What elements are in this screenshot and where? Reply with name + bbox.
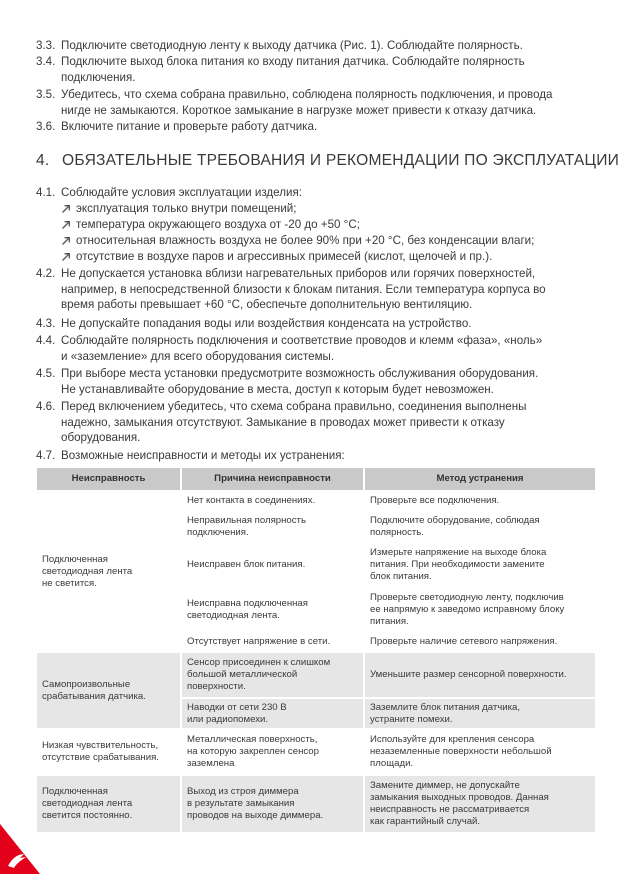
arrow-bullet-icon xyxy=(62,237,70,245)
fix-cell: Замените диммер, не допускайте замыкания выходных проводов. Данная неисправность не рассматривается как гарантийный случай. xyxy=(364,775,596,833)
item-text: Включите питание и проверьте работу датчика. xyxy=(61,120,318,133)
cause-cell: Наводки от сети 230 В или радиопомехи. xyxy=(181,698,364,729)
item-4-4 xyxy=(36,333,596,365)
fix-cell: Измерьте напряжение на выходе блока питания. При необходимости замените блок питания. xyxy=(364,542,596,587)
cause-cell: Неисправна подключенная светодиодная лента. xyxy=(181,587,364,632)
item-text: Убедитесь, что схема собрана правильно, соблюдена полярность подключения, и провода нигде не замыкаются. Короткое замыкание в нагрузке может привести к отказу датчика. xyxy=(61,88,553,117)
fault-cell: Подключенная светодиодная лента светится постоянно. xyxy=(36,775,181,833)
item-number: 3.6. xyxy=(36,120,56,133)
item-number: 4.5. xyxy=(36,367,56,380)
item-number: 3.4. xyxy=(36,55,56,68)
faults-table xyxy=(35,466,597,834)
fault-cell: Самопроизвольные срабатывания датчика. xyxy=(36,652,181,729)
item-text: Соблюдайте полярность подключения и соответствие проводов и клемм «фаза», «ноль» и «заземление» для всего оборудования системы. xyxy=(61,334,543,363)
bullet-text: относительная влажность воздуха не более 90% при +20 °С, без конденсации влаги; xyxy=(76,234,535,247)
item-number: 3.3. xyxy=(36,39,56,52)
item-text: Не допускается установка вблизи нагревательных приборов или горячих поверхностей, например, в непосредственной близости к блокам питания. Если температура корпуса во время работы превышает +60 °С, обеспечьте дополнительную вентиляцию. xyxy=(61,267,546,311)
item-text: Перед включением убедитесь, что схема собрана правильно, соединения выполнены надежно, замыкания отсутствуют. Замыкание в проводах может привести к отказу оборудования. xyxy=(61,400,527,444)
item-text: Не допускайте попадания воды или воздействия конденсата на устройство. xyxy=(61,317,472,330)
item-text: Возможные неисправности и методы их устранения: xyxy=(61,449,345,462)
column-header: Метод устранения xyxy=(364,467,596,491)
brand-logo-icon xyxy=(0,814,46,874)
fix-cell: Проверьте светодиодную ленту, подключив ее напрямую к заведомо исправному блоку питания. xyxy=(364,587,596,632)
item-4-2 xyxy=(36,266,596,314)
bullet-text: эксплуатация только внутри помещений; xyxy=(76,202,297,215)
column-header: Неисправность xyxy=(36,467,181,491)
item-number: 3.5. xyxy=(36,88,56,101)
column-header: Причина неисправности xyxy=(181,467,364,491)
item-number: 4.2. xyxy=(36,267,56,280)
table-row xyxy=(36,775,596,833)
item-4-7 xyxy=(36,448,596,464)
section-number: 4. xyxy=(36,152,50,169)
fix-cell: Подключите оборудование, соблюдая полярность. xyxy=(364,511,596,542)
cause-cell: Отсутствует напряжение в сети. xyxy=(181,632,364,652)
cause-cell: Металлическая поверхность, на которую закреплен сенсор заземлена xyxy=(181,729,364,775)
fault-cell: Низкая чувствительность, отсутствие срабатывания. xyxy=(36,729,181,775)
fix-cell: Проверьте наличие сетевого напряжения. xyxy=(364,632,596,652)
bullet-text: температура окружающего воздуха от -20 до +50 °С; xyxy=(76,218,360,231)
item-4-5 xyxy=(36,366,596,398)
item-4-1 xyxy=(36,185,596,201)
item-number: 4.1. xyxy=(36,186,56,199)
bullet-text: отсутствие в воздухе паров и агрессивных примесей (кислот, щелочей и пр.). xyxy=(76,250,493,263)
item-3-4 xyxy=(36,54,596,86)
cause-cell: Нет контакта в соединениях. xyxy=(181,491,364,511)
table-header-row xyxy=(36,467,596,491)
arrow-bullet-icon xyxy=(62,221,70,229)
item-text: Соблюдайте условия эксплуатации изделия: xyxy=(61,186,302,199)
item-text: Подключите выход блока питания ко входу питания датчика. Соблюдайте полярность подключения. xyxy=(61,55,525,84)
cause-cell: Сенсор присоединен к слишком большой металлической поверхности. xyxy=(181,652,364,698)
cause-cell: Выход из строя диммера в результате замыкания проводов на выходе диммера. xyxy=(181,775,364,833)
item-text: Подключите светодиодную ленту к выходу датчика (Рис. 1). Соблюдайте полярность. xyxy=(61,39,523,52)
fix-cell: Проверьте все подключения. xyxy=(364,491,596,511)
item-3-6 xyxy=(36,119,596,135)
table-row xyxy=(36,652,596,698)
table-row xyxy=(36,729,596,775)
cause-cell: Неправильная полярность подключения. xyxy=(181,511,364,542)
item-4-3 xyxy=(36,316,596,332)
arrow-bullet-icon xyxy=(62,205,70,213)
arrow-bullet-icon xyxy=(62,253,70,261)
item-number: 4.4. xyxy=(36,334,56,347)
section-title: ОБЯЗАТЕЛЬНЫЕ ТРЕБОВАНИЯ И РЕКОМЕНДАЦИИ ПО ЭКСПЛУАТАЦИИ xyxy=(62,152,620,169)
item-text: При выборе места установки предусмотрите возможность обслуживания оборудования. Не устанавливайте оборудование в места, доступ к которым будет невозможен. xyxy=(61,367,539,396)
item-4-6 xyxy=(36,399,596,447)
table-row xyxy=(36,491,596,511)
item-3-5 xyxy=(36,87,596,119)
fix-cell: Уменьшите размер сенсорной поверхности. xyxy=(364,652,596,698)
item-3-3 xyxy=(36,38,596,54)
fix-cell: Используйте для крепления сенсора незаземленные поверхности небольшой площади. xyxy=(364,729,596,775)
cause-cell: Неисправен блок питания. xyxy=(181,542,364,587)
item-number: 4.3. xyxy=(36,317,56,330)
item-number: 4.6. xyxy=(36,400,56,413)
fault-cell: Подключенная светодиодная лента не светится. xyxy=(36,491,181,652)
item-number: 4.7. xyxy=(36,449,56,462)
fix-cell: Заземлите блок питания датчика, устраните помехи. xyxy=(364,698,596,729)
